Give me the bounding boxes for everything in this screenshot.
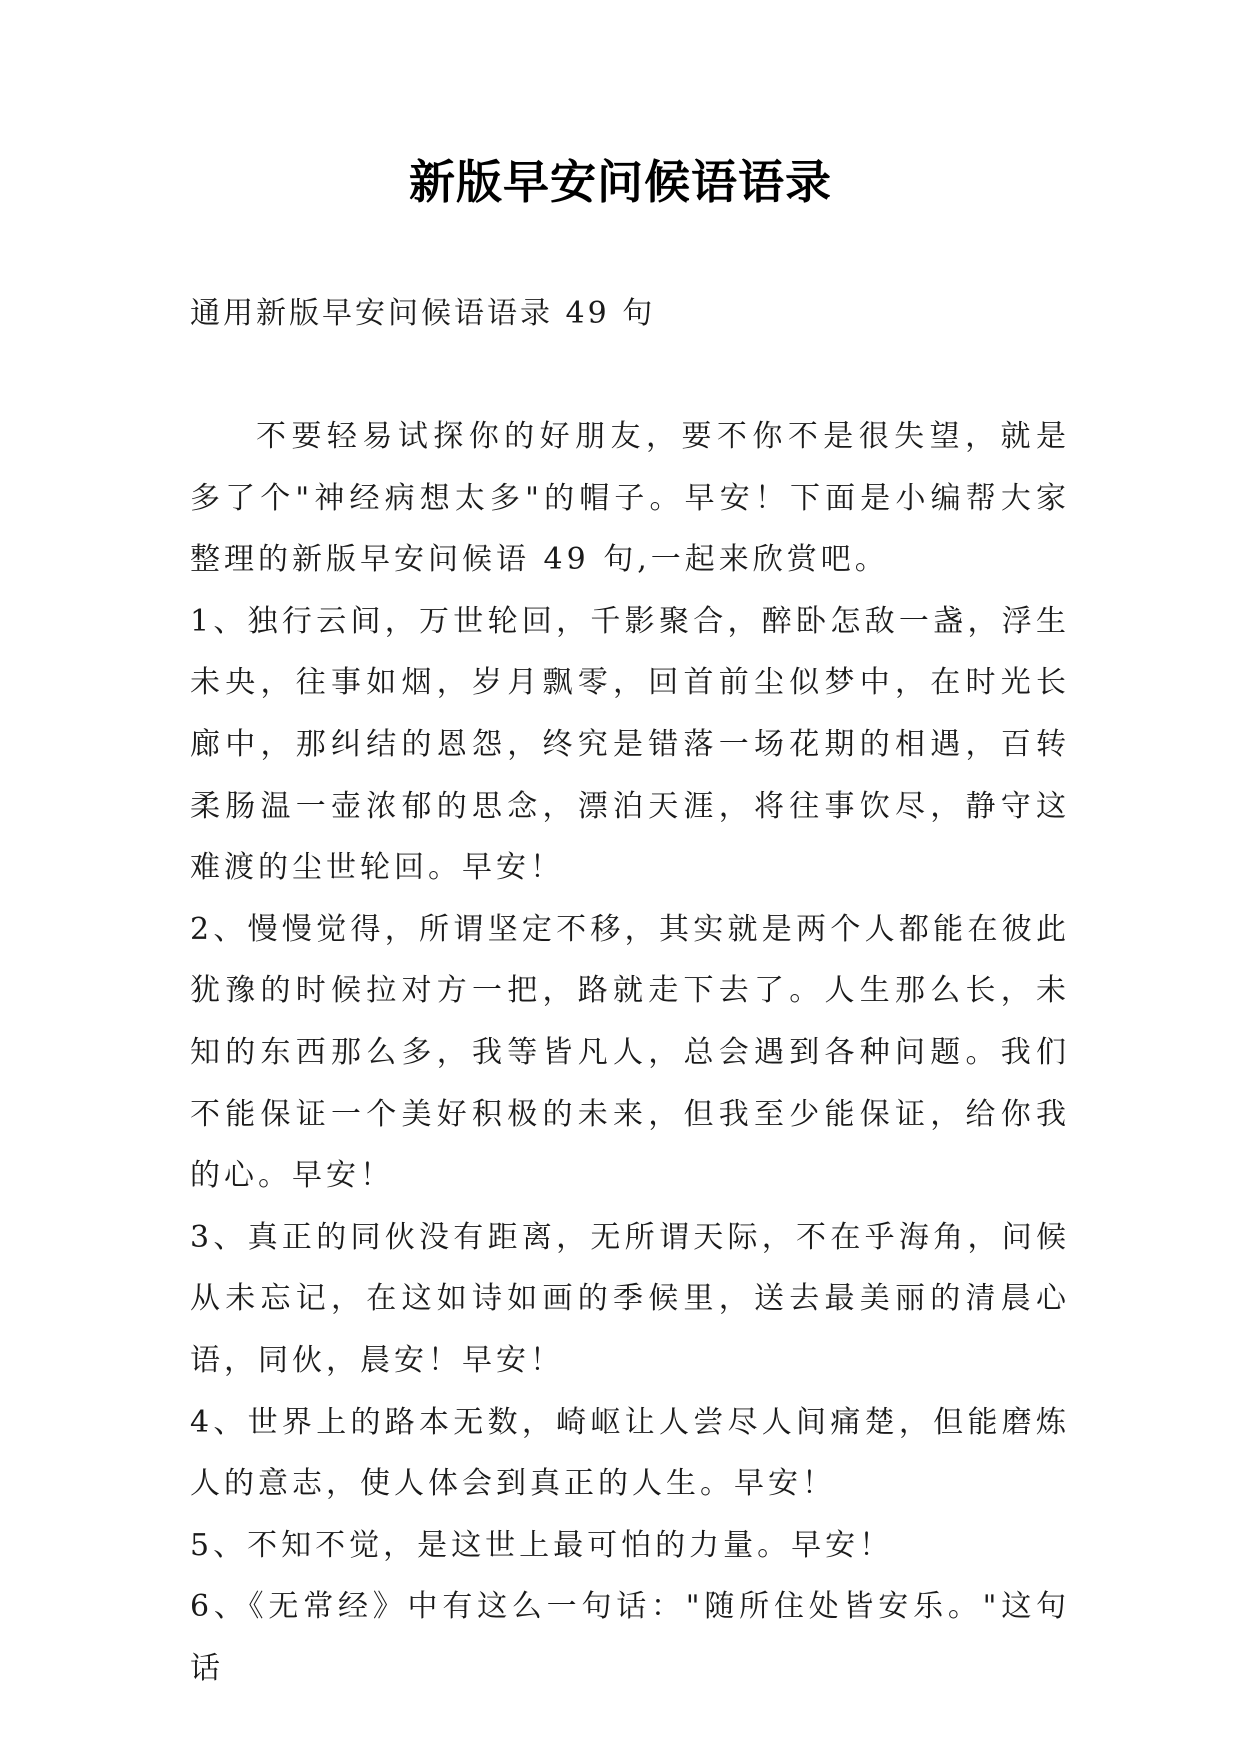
quote-paragraph-2: 2、慢慢觉得，所谓坚定不移，其实就是两个人都能在彼此犹豫的时候拉对方一把，路就走下去了。人生那么长，未知的东西那么多，我等皆凡人，总会遇到各种问题。我们不能保证一个美好积极的未来，但我至少能保证，给你我的心。早安！ [190,911,1070,1194]
document-body [190,406,1070,1699]
quote-paragraph-1: 1、独行云间，万世轮回，千影聚合，醉卧怎敌一盏，浮生未央，往事如烟，岁月飘零，回首前尘似梦中，在时光长廊中，那纠结的恩怨，终究是错落一场花期的相遇，百转柔肠温一壶浓郁的思念，漂泊天涯，将往事饮尽，静守这难渡的尘世轮回。早安！ [190,603,1070,886]
quote-paragraph-3: 3、真正的同伙没有距离，无所谓天际，不在乎海角，问候从未忘记，在这如诗如画的季候里，送去最美丽的清晨心语，同伙，晨安！早安！ [190,1219,1070,1378]
document-subtitle: 通用新版早安问候语语录 49 句 [190,296,656,331]
quote-paragraph-5: 5、不知不觉，是这世上最可怕的力量。早安！ [190,1527,894,1563]
document-title: 新版早安问候语语录 [409,155,832,209]
quote-paragraph-4: 4、世界上的路本无数，崎岖让人尝尽人间痛楚，但能磨炼人的意志，使人体会到真正的人生。早安！ [190,1404,1070,1502]
intro-paragraph: 不要轻易试探你的好朋友，要不你不是很失望，就是多了个"神经病想太多"的帽子。早安！下面是小编帮大家整理的新版早安问候语 49 句,一起来欣赏吧。 [190,419,1070,578]
quote-paragraph-6: 6、《无常经》中有这么一句话："随所住处皆安乐。"这句话 [190,1589,1070,1686]
